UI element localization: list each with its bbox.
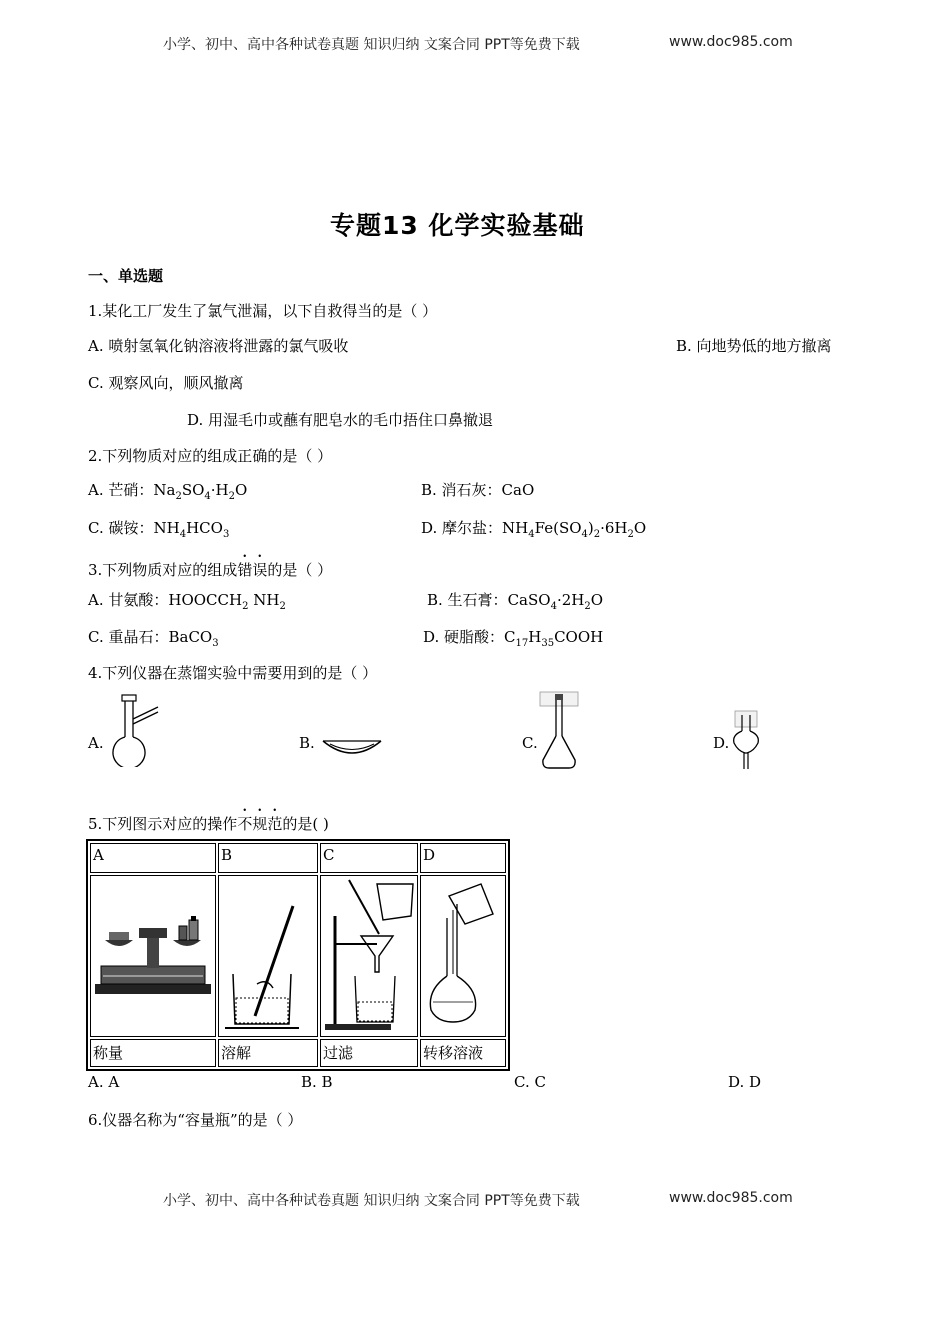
question-5-option-d: D. D: [728, 1073, 762, 1091]
operations-table: [86, 839, 510, 1071]
question-2-option-c: C. 碳铵：$NH_4HCO_3$: [88, 519, 230, 540]
question-4-stem: 4.下列仪器在蒸馏实验中需要用到的是（ ）: [88, 664, 378, 682]
question-1-option-d: D. 用湿毛巾或蘸有肥皂水的毛巾捂住口鼻撤退: [187, 411, 494, 429]
question-2-option-d: D. 摩尔盐：$NH_4Fe(SO_4)_2\cdot 6H_2O$: [421, 519, 647, 540]
question-3-option-a: A. 甘氨酸：$HOOCCH_2$ $NH_2$: [88, 591, 286, 612]
separatory-funnel-icon: [730, 709, 764, 773]
question-4-option-d-label: D.: [713, 734, 730, 752]
filtration-figure: [320, 875, 418, 1037]
question-1-stem: 1.某化工厂发生了氯气泄漏，以下自救得当的是（ ）: [88, 302, 438, 320]
balance-scale-icon: [91, 876, 215, 1032]
beaker-stirring-icon: [219, 876, 317, 1032]
page-title: 专题13 化学实验基础: [330, 211, 585, 240]
table-header-d: D: [420, 843, 506, 873]
question-3-stem: 3.下列物质对应的组成错误的是（ ）: [88, 561, 333, 579]
footer-banner-text: 小学、初中、高中各种试卷真题 知识归纳 文案合同 PPT等免费下载: [163, 1193, 580, 1209]
question-1-option-b: B. 向地势低的地方撤离: [676, 337, 832, 355]
section-heading: 一、单选题: [88, 267, 164, 285]
header-banner-text: 小学、初中、高中各种试卷真题 知识归纳 文案合同 PPT等免费下载: [163, 37, 580, 53]
question-5-stem: 5.下列图示对应的操作不规范的是( ): [88, 815, 329, 833]
weighing-figure: [90, 875, 216, 1037]
question-3-option-d: D. 硬脂酸：$C_{17}H_{35}COOH$: [423, 628, 604, 649]
table-header-c: C: [320, 843, 418, 873]
dissolving-figure: [218, 875, 318, 1037]
volumetric-flask-icon: [535, 690, 583, 772]
table-caption-b: 溶解: [218, 1039, 318, 1067]
header-url-link[interactable]: www.doc985.com: [669, 34, 793, 50]
table-header-a: A: [90, 843, 216, 873]
transfer-figure: [420, 875, 506, 1037]
question-4-option-b-label: B.: [299, 734, 315, 752]
question-5-option-a: A. A: [88, 1073, 120, 1091]
question-2-stem: 2.下列物质对应的组成正确的是（ ）: [88, 447, 333, 465]
question-4-option-c-label: C.: [522, 734, 538, 752]
pouring-into-flask-icon: [421, 876, 505, 1032]
question-3-option-c: C. 重晶石：BaCO$_3$: [88, 628, 219, 649]
question-1-option-c: C. 观察风向，顺风撤离: [88, 374, 244, 392]
table-caption-c: 过滤: [320, 1039, 418, 1067]
question-3-option-b: B. 生石膏：$CaSO_4\cdot 2H_2O$: [427, 591, 604, 612]
question-4-option-a-label: A.: [88, 734, 104, 752]
question-1-option-a: A. 喷射氢氧化钠溶液将泄露的氯气吸收: [88, 337, 349, 355]
question-2-option-b: B. 消石灰：CaO: [421, 481, 535, 499]
question-2-option-a: A. 芒硝：$Na_2SO_4\cdot H_2O$: [88, 481, 248, 502]
footer-url-link[interactable]: www.doc985.com: [669, 1190, 793, 1206]
table-header-b: B: [218, 843, 318, 873]
distillation-flask-icon: [108, 693, 162, 767]
question-6-stem: 6.仪器名称为“容量瓶”的是（ ）: [88, 1111, 303, 1129]
table-caption-a: 称量: [90, 1039, 216, 1067]
question-5-option-b: B. B: [301, 1073, 333, 1091]
table-caption-d: 转移溶液: [420, 1039, 506, 1067]
question-5-option-c: C. C: [514, 1073, 546, 1091]
evaporating-dish-icon: [320, 735, 384, 759]
funnel-stand-icon: [321, 876, 417, 1032]
